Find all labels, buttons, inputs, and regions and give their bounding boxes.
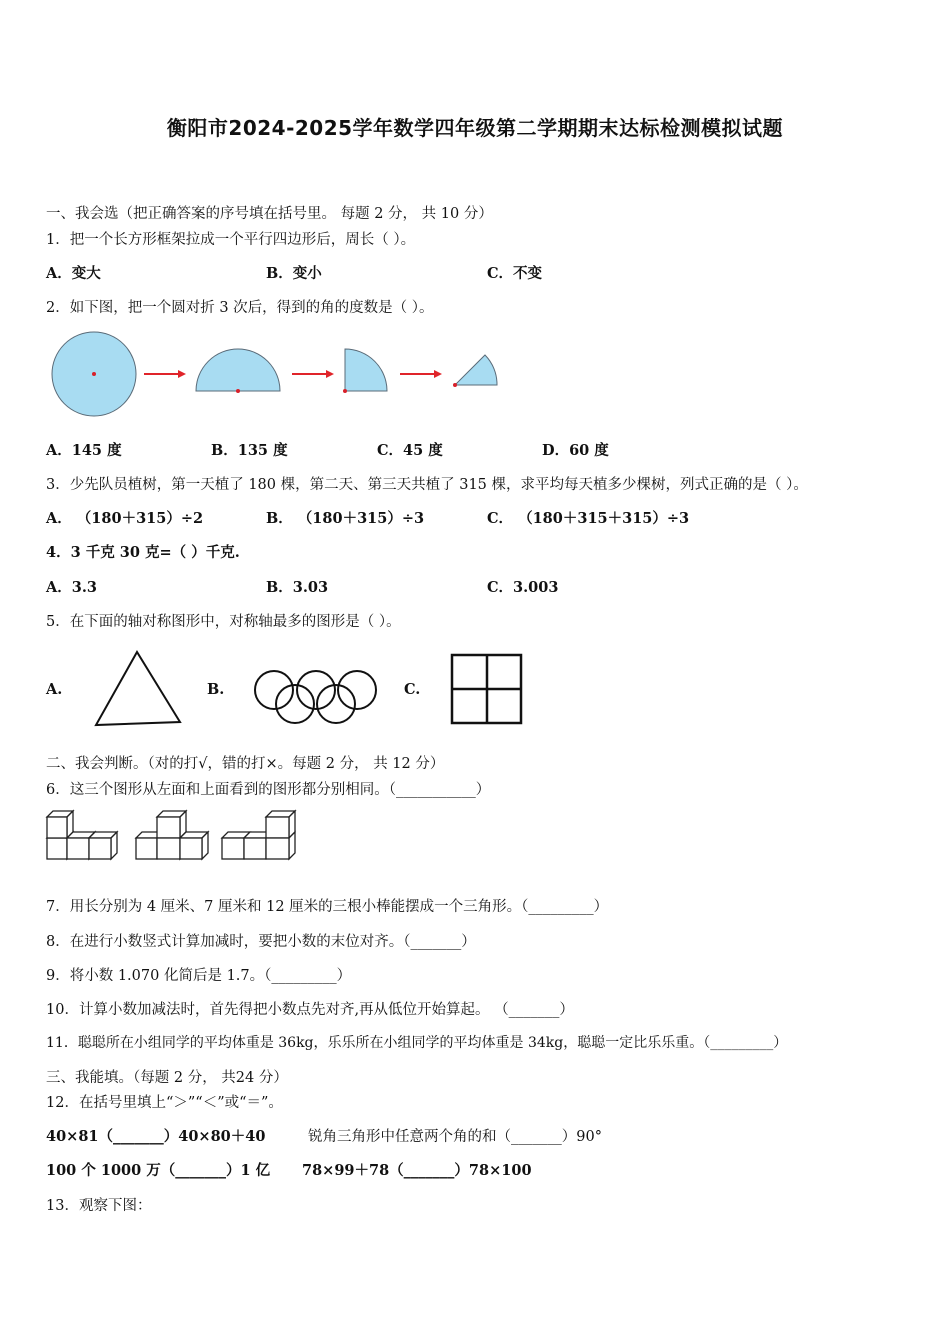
q3-option-b[interactable]: B． （180＋315）÷3 — [266, 510, 425, 527]
question-9: 9．将小数 1.070 化简后是 1.7。（_________） — [46, 968, 352, 984]
question-5: 5．在下面的轴对称图形中，对称轴最多的图形是（ ）。 — [46, 614, 401, 630]
section-3-heading: 三、我能填。（每题 2 分， 共24 分） — [46, 1070, 288, 1086]
q12-item-4: 78×99＋78（_______）78×100 — [302, 1162, 532, 1179]
question-6: 6．这三个图形从左面和上面看到的图形都分别相同。（___________） — [46, 782, 491, 798]
cube-figure-2 — [136, 811, 208, 859]
question-2: 2．如下图，把一个圆对折 3 次后，得到的角的度数是（ ）。 — [46, 300, 434, 316]
q4-option-a[interactable]: A．3.3 — [46, 579, 97, 596]
q5-option-b[interactable]: B. — [207, 681, 225, 698]
question-10: 10．计算小数加减法时，首先得把小数点先对齐,再从低位开始算起。 （_______） — [46, 1002, 574, 1018]
q5-option-a[interactable]: A. — [46, 681, 63, 698]
q4-option-b[interactable]: B．3.03 — [266, 579, 329, 596]
q4-option-c[interactable]: C．3.003 — [487, 579, 559, 596]
q12-item-3: 100 个 1000 万（_______）1 亿 — [46, 1162, 271, 1179]
q1-option-c[interactable]: C．不变 — [487, 265, 543, 282]
q2-option-a[interactable]: A．145 度 — [46, 442, 122, 459]
question-1: 1．把一个长方形框架拉成一个平行四边形后，周长（ ）。 — [46, 232, 416, 248]
q2-option-d[interactable]: D．60 度 — [542, 442, 609, 459]
page-title: 衡阳市2024-2025学年数学四年级第二学期期末达标检测模拟试题 — [166, 116, 784, 140]
question-11: 11．聪聪所在小组同学的平均体重是 36kg，乐乐所在小组同学的平均体重是 34kg，聪聪一定比乐乐重。（_________） — [46, 1035, 788, 1051]
question-12: 12．在括号里填上“＞”“＜”或“＝”。 — [46, 1095, 283, 1111]
q3-option-c[interactable]: C． （180＋315＋315）÷3 — [487, 510, 690, 527]
cube-figure-1 — [47, 811, 117, 859]
q1-option-a[interactable]: A．变大 — [46, 265, 101, 282]
q1-option-b[interactable]: B．变小 — [266, 265, 322, 282]
question-13: 13．观察下图： — [46, 1198, 152, 1214]
question-4: 4．3 千克 30 克=（ ）千克. — [46, 544, 240, 561]
section-2-heading: 二、我会判断。（对的打√，错的打×。每题 2 分， 共 12 分） — [46, 756, 445, 772]
question-3: 3．少先队员植树，第一天植了 180 棵，第二天、第三天共植了 315 棵，求平均每天植多少棵树，列式正确的是（ ）。 — [46, 477, 808, 493]
question-7: 7．用长分别为 4 厘米、7 厘米和 12 厘米的三根小棒能摆成一个三角形。（_________） — [46, 899, 609, 915]
q5-option-c[interactable]: C. — [404, 681, 421, 698]
q3-option-a[interactable]: A． （180＋315）÷2 — [46, 510, 204, 527]
q2-option-b[interactable]: B．135 度 — [211, 442, 288, 459]
q12-item-2: 锐角三角形中任意两个角的和（_______）90° — [308, 1129, 602, 1145]
q12-item-1: 40×81（_______）40×80＋40 — [46, 1128, 266, 1145]
cube-figure-3 — [222, 811, 295, 859]
q2-option-c[interactable]: C．45 度 — [377, 442, 443, 459]
question-8: 8．在进行小数竖式计算加减时，要把小数的末位对齐。（_______） — [46, 934, 476, 950]
section-1-heading: 一、我会选（把正确答案的序号填在括号里。 每题 2 分， 共 10 分） — [46, 206, 493, 222]
